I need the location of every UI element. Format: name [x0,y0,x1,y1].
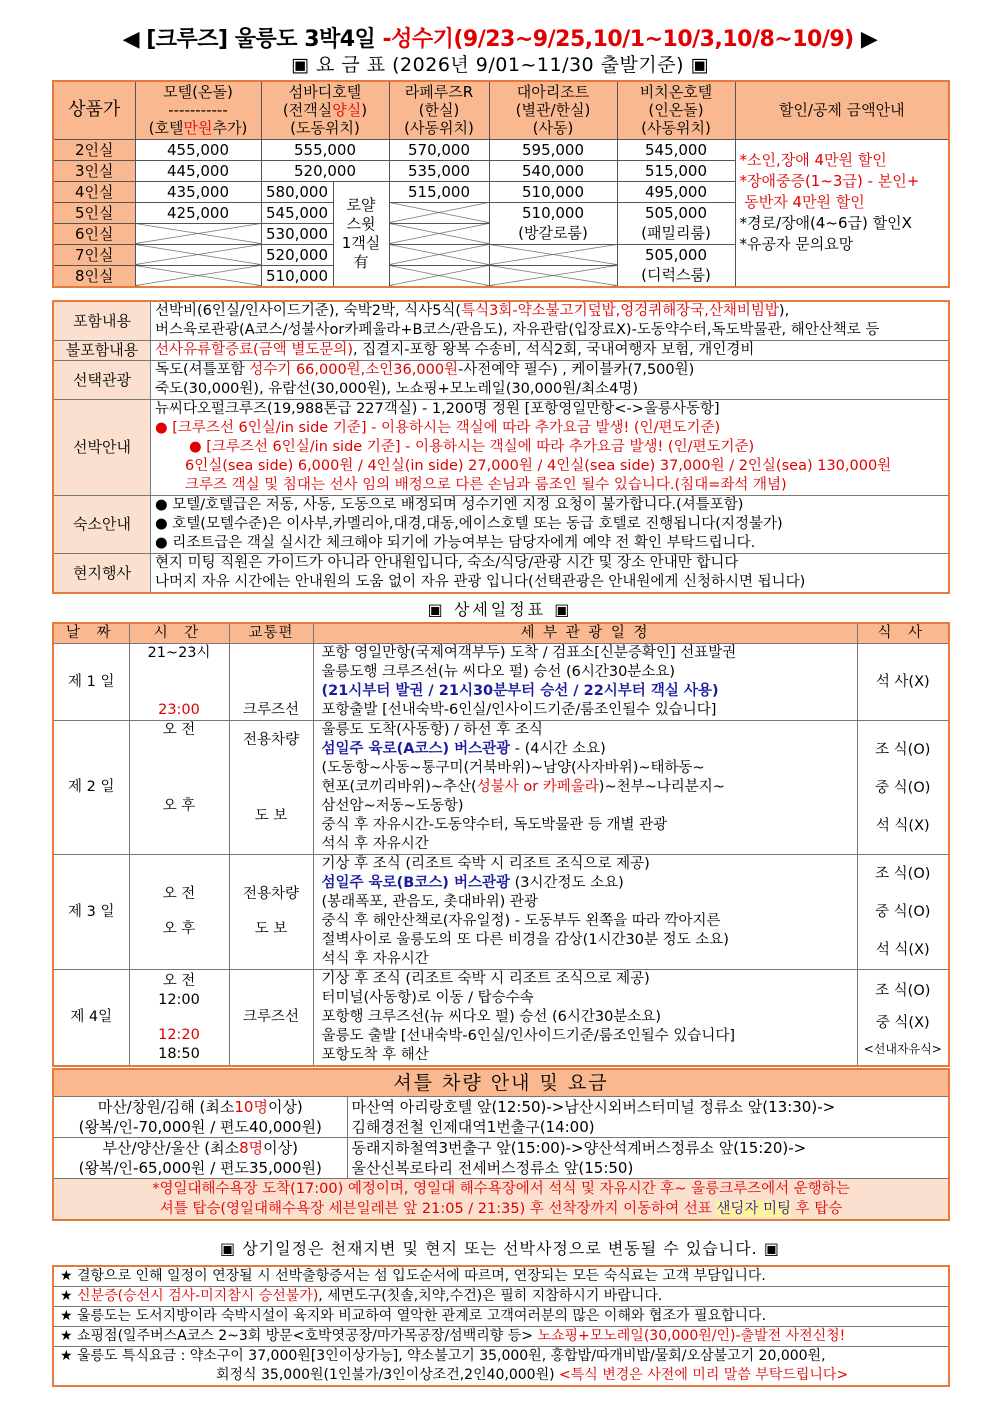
price-cell: 545,000 [617,139,735,160]
room-label: 5인실 [53,202,135,223]
price-cell: 510,000 (방갈로룸) [489,202,617,244]
day-label: 제 3 일 [53,855,129,970]
title-peak-period: -성수기(9/23~9/25,10/1~10/3,10/8~10/9) [382,27,854,52]
day-meals: 조 식(O) 중 식(O) 석 식(X) [857,855,949,970]
day-times: 오 전 오 후 [129,721,229,855]
price-cell: 520,000 [261,160,389,181]
unavailable-cell [135,244,261,265]
page-title [0,22,1000,53]
price-cell: 535,000 [389,160,489,181]
day-detail: 울릉도 도착(사동항) / 하선 후 조식 섬일주 육로(A코스) 버스관광 - (4시간 소요) (도동항~사동~통구미(거북바위)~남양(사자바위)~태하동~ 현포(코끼리바위)~추산(성불사 or 카페울라)~천부~나리분지~ 삼선암~저동~도동항) 중식 후 자유시간-도동약수터, 독도박물관 등 개별 관광 석식 후 자유시간 [313,721,857,855]
day-times: 오 전 12:00 12:20 18:50 [129,970,229,1067]
shuttle-note: *영일대해수욕장 도착(17:00) 예정이며, 영일대 해수욕장에서 석식 및 자유시간 후~ 울릉크루즈에서 운행하는 셔틀 탑승(영일대해수욕장 세븐일레븐 앞 21:05 / 21:35) 후 선착장까지 이동하여 선표 샌딩자 미팅 후 탑승 [53,1179,949,1221]
royal-suite-cell: 로얄 스윗 1객실 有 [333,181,389,287]
optional-label: 선택관광 [53,361,151,400]
shuttle-stops-masan: 마산역 아리랑호텔 앞(12:50)->남산시외버스터미널 정류소 앞(13:30)-> 김해경전철 인제대역1번출구(14:00) [347,1097,949,1138]
price-cell: 510,000 [489,181,617,202]
ship-label: 선박안내 [53,400,151,496]
price-cell: 515,000 [617,160,735,181]
unavailable-cell [489,244,617,265]
unavailable-cell [135,265,261,287]
note-item: ★ 울릉도 특식요금 : 약소구이 37,000원[3인이상가능], 약소불고기 35,000원, 홍합밥/따개비밥/물회/오삼불고기 20,000원, 회정식 35,000원(1인불가/3인이상조건,2인40,000원) <특식 변경은 사전에 미리 말씀 부탁드립니다> [53,1347,949,1387]
time-header: 시 간 [129,623,229,644]
day-transport: 크루즈선 [229,644,313,721]
day-detail: 기상 후 조식 (리조트 숙박 시 리조트 조식으로 제공) 섬일주 육로(B코스) 버스관광 (3시간정도 소요) (봉래폭포, 관음도, 촛대바위) 관광 중식 후 해안산책로(자유일정) - 도동부두 왼쪽을 따라 깍아지른 절벽사이로 울릉도의 또 다른 비경을 감상(1시간30분 정도 소요) 석식 후 자유시간 [313,855,857,970]
price-cell: 545,000 [261,202,333,223]
include-content: 선박비(6인실/인사이드기준), 숙박2박, 식사5식(특식3회-약소불고기덮밥,엉겅퀴해장국,산채비빔밥), 버스육로관광(A코스/성불사or카페울라+B코스/관음도), 자유관람(입장료X)-도동약수터,독도박물관, 해안산책로 등 [151,301,950,341]
day-times: 21~23시 23:00 [129,644,229,721]
unavailable-cell [389,223,489,244]
detail-header: 세 부 관 광 일 정 [313,623,857,644]
day-meals: 조 식(O) 중 식(X) <선내자유식> [857,970,949,1067]
local-label: 현지행사 [53,554,151,594]
price-cell: 595,000 [489,139,617,160]
unavailable-cell [389,265,489,287]
price-cell: 580,000 [261,181,333,202]
seombody-header: 섬바디호텔 (전객실양실) (도동위치) [261,81,389,139]
price-table [52,80,950,288]
discount-header: 할인/공제 금액안내 [735,81,949,139]
day-times: 오 전 오 후 [129,855,229,970]
price-cell: 495,000 [617,181,735,202]
shuttle-stops-busan: 동래지하철역3번출구 앞(15:00)->양산석계버스정류소 앞(15:20)-> 울산신복로타리 전세버스정류소 앞(15:50) [347,1138,949,1179]
schedule-title: ▣ 상세일정표 ▣ [427,600,573,619]
note-item: ★ 신분증(승선시 검사-미지참시 승선불가), 세면도구(칫솔,치약,수건)은 필히 지참하시기 바랍니다. [53,1287,949,1307]
laperouse-header: 라페루즈R (한실) (사동위치) [389,81,489,139]
schedule-table [52,622,950,1067]
stay-label: 숙소안내 [53,496,151,554]
price-cell: 435,000 [135,181,261,202]
info-table [52,300,950,594]
discount-info: *소인,장애 4만원 할인 *장애중증(1~3급) - 본인+ 동반자 4만원 할인 *경로/장애(4~6급) 할인X *유공자 문의요망 [735,139,949,287]
room-label: 2인실 [53,139,135,160]
shuttle-title: 셔틀 차량 안내 및 요금 [53,1069,949,1097]
shuttle-route-masan: 마산/창원/김해 (최소10명이상) (왕복/인-70,000원 / 편도40,000원) [53,1097,347,1138]
shuttle-table [52,1068,950,1221]
price-cell: 540,000 [489,160,617,181]
price-cell: 520,000 [261,244,333,265]
price-cell: 505,000 (패밀리룸) [617,202,735,244]
price-cell: 445,000 [135,160,261,181]
motel-header: 모텔(온돌) ----------- (호텔만원추가) [135,81,261,139]
day-detail: 포항 영일만항(국제여객부두) 도착 / 검표소[신분증확인] 선표발권 울릉도행 크루즈선(뉴 씨다오 펄) 승선 (6시간30분소요) (21시부터 발권 / 21시30분부터 승선 / 22시부터 객실 사용) 포항출발 [선내숙박-6인실/인사이드기준/룸조인될수 있습니다] [313,644,857,721]
exclude-content: 선사유류할증료(금액 별도문의), 집결지-포항 왕복 수송비, 석식2회, 국내여행자 보험, 개인경비 [151,341,950,361]
product-header: 상품가 [53,81,135,139]
shuttle-route-busan: 부산/양산/울산 (최소8명이상) (왕복/인-65,000원 / 편도35,000원) [53,1138,347,1179]
day-label: 제 1 일 [53,644,129,721]
change-notice: ▣ 상기일정은 천재지변 및 현지 또는 선박사정으로 변동될 수 있습니다. ▣ [220,1239,780,1258]
date-header: 날 짜 [53,623,129,644]
price-cell: 425,000 [135,202,261,223]
price-cell: 510,000 [261,265,333,287]
meal-header: 식 사 [857,623,949,644]
stay-content: ● 모텔/호텔급은 저동, 사동, 도동으로 배정되며 성수기엔 지정 요청이 불가합니다.(셔틀포함) ● 호텔(모텔수준)은 이사부,카멜리아,대경,대동,에이스호텔 또는 동급 호텔로 진행됩니다(지정불가) ● 리조트급은 객실 실시간 체크해야 되기에 가능여부는 담당자에게 예약 전 확인 부탁드립니다. [151,496,950,554]
day-meals: 조 식(O) 중 식(O) 석 식(X) [857,721,949,855]
exclude-label: 불포함내용 [53,341,151,361]
title-arrow: ▶ [853,27,878,52]
day-transport: 전용차량 도 보 [229,855,313,970]
beachon-header: 비치온호텔 (인온돌) (사동위치) [617,81,735,139]
notes-table [52,1265,950,1387]
unavailable-cell [135,223,261,244]
note-item: ★ 울릉도는 도서지방이라 숙박시설이 육지와 비교하여 열악한 관계로 고객여러분의 많은 이해와 협조가 필요합니다. [53,1307,949,1327]
price-cell: 455,000 [135,139,261,160]
include-label: 포함내용 [53,301,151,341]
note-item: ★ 쇼핑점(일주버스A코스 2~3회 방문<호박엿공장/마가목공장/섬백리향 등> 노쇼핑+모노레일(30,000원/인)-출발전 사전신청! [53,1327,949,1347]
price-cell: 530,000 [261,223,333,244]
room-label: 6인실 [53,223,135,244]
room-label: 3인실 [53,160,135,181]
unavailable-cell [389,202,489,223]
price-cell: 505,000 (디럭스룸) [617,244,735,287]
daea-header: 대아리조트 (별관/한실) (사동) [489,81,617,139]
day-transport: 전용차량 도 보 [229,721,313,855]
day-meal: 석 사(X) [857,644,949,721]
day-detail: 기상 후 조식 (리조트 숙박 시 리조트 조식으로 제공) 터미널(사동항)로 이동 / 탑승수속 포항행 크루즈선(뉴 씨다오 펄) 승선 (6시간30분소요) 울릉도 출발 [선내숙박-6인실/인사이드기준/룸조인될수 있습니다] 포항도착 후 해산 [313,970,857,1067]
local-content: 현지 미팅 직원은 가이드가 아니라 안내원입니다, 숙소/식당/관광 시간 및 장소 안내만 합니다 나머지 자유 시간에는 안내원의 도움 없이 자유 관광 입니다(선택관광은 안내원에게 신청하시면 됩니다) [151,554,950,594]
price-cell: 515,000 [389,181,489,202]
title-main: ◀ [크루즈] 울릉도 3박4일 [122,27,383,52]
unavailable-cell [489,265,617,287]
optional-content: 독도(셔틀포함 성수기 66,000원,소인36,000원-사전예약 필수) , 케이블카(7,500원) 죽도(30,000원), 유람선(30,000원), 노쇼핑+모노레일(30,000원/최소4명) [151,361,950,400]
day-transport: 크루즈선 [229,970,313,1067]
price-cell: 555,000 [261,139,389,160]
day-label: 제 4일 [53,970,129,1067]
day-label: 제 2 일 [53,721,129,855]
note-item: ★ 결항으로 인해 일정이 연장될 시 선박출항증서는 섬 입도순서에 따르며, 연장되는 모든 숙식료는 고객 부담입니다. [53,1266,949,1287]
ship-content: 뉴씨다오펄크루즈(19,988톤급 227객실) - 1,200명 정원 [포항영일만항<->울릉사동항] ● [크루즈선 6인실/in side 기준] - 이용하시는 객실에 따라 추가요금 발생! (인/편도기준) ● [크루즈선 6인실/in side 기준] - 이용하시는 객실에 따라 추가요금 발생! (인/편도기준) 6인실(sea side) 6,000원 / 4인실(in side) 27,000원 / 4인실(sea side) 37,000원 / 2인실(sea) 130,000원 크루즈 객실 및 침대는 선사 임의 배정으로 다른 손님과 룸조인 될수 있습니다.(침대=좌석 개념) [151,400,950,496]
unavailable-cell [389,244,489,265]
price-subtitle: ▣ 요 금 표 (2026년 9/01~11/30 출발기준) ▣ [290,54,710,76]
room-label: 4인실 [53,181,135,202]
room-label: 8인실 [53,265,135,287]
price-cell: 570,000 [389,139,489,160]
room-label: 7인실 [53,244,135,265]
transport-header: 교통편 [229,623,313,644]
